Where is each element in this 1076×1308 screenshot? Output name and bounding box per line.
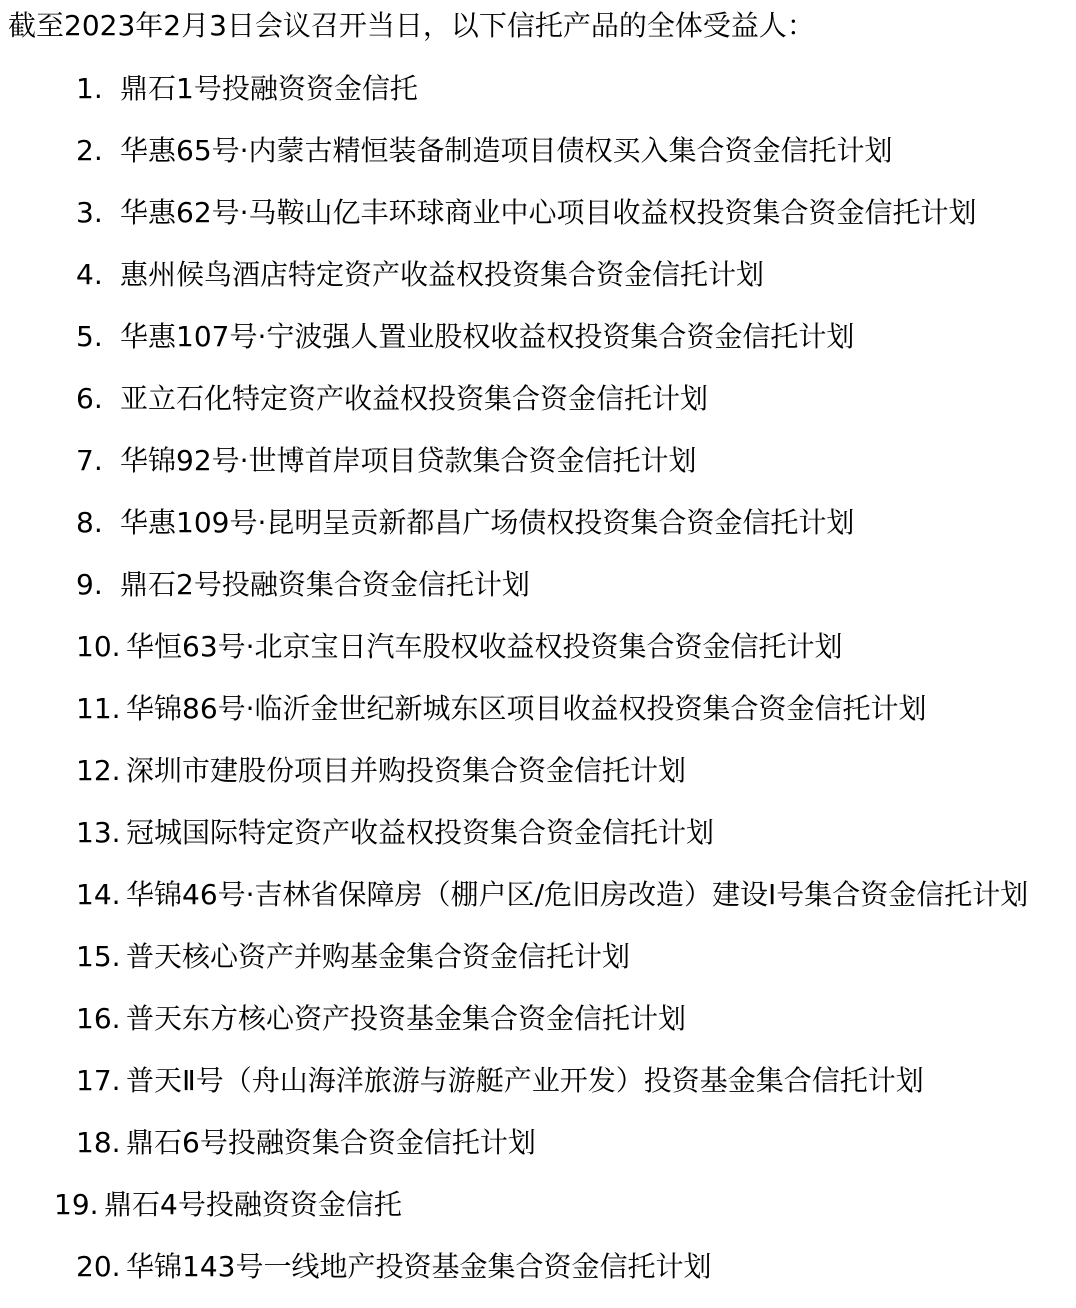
item-text: 华惠109号·昆明呈贡新都昌广场债权投资集合资金信托计划 (120, 506, 855, 539)
item-number: 15. (76, 940, 121, 973)
item-number: 4. (76, 258, 103, 291)
item-number: 18. (76, 1126, 121, 1159)
intro-paragraph: 截至2023年2月3日会议召开当日，以下信托产品的全体受益人： (8, 9, 815, 42)
item-text: 鼎石6号投融资集合资金信托计划 (126, 1126, 536, 1159)
item-text: 华恒63号·北京宝日汽车股权收益权投资集合资金信托计划 (126, 630, 843, 663)
item-text: 普天核心资产并购基金集合资金信托计划 (126, 940, 631, 973)
item-number: 8. (76, 506, 103, 539)
item-number: 17. (76, 1064, 121, 1097)
item-number: 20. (76, 1250, 121, 1283)
item-text: 华锦86号·临沂金世纪新城东区项目收益权投资集合资金信托计划 (126, 692, 927, 725)
item-number: 7. (76, 444, 103, 477)
item-number: 1. (76, 72, 103, 105)
item-text: 冠城国际特定资产收益权投资集合资金信托计划 (126, 816, 715, 849)
item-text: 鼎石4号投融资资金信托 (104, 1188, 402, 1221)
item-number: 14. (76, 878, 121, 911)
item-number: 10. (76, 630, 121, 663)
item-number: 3. (76, 196, 103, 229)
item-number: 5. (76, 320, 103, 353)
item-number: 11. (76, 692, 121, 725)
item-text: 亚立石化特定资产收益权投资集合资金信托计划 (120, 382, 709, 415)
item-number: 12. (76, 754, 121, 787)
item-text: 惠州候鸟酒店特定资产收益权投资集合资金信托计划 (120, 258, 765, 291)
item-text: 鼎石1号投融资资金信托 (120, 72, 418, 105)
item-text: 华锦46号·吉林省保障房（棚户区/危旧房改造）建设I号集合资金信托计划 (126, 878, 1029, 911)
item-text: 华惠107号·宁波强人置业股权收益权投资集合资金信托计划 (120, 320, 855, 353)
item-text: 普天Ⅱ号（舟山海洋旅游与游艇产业开发）投资基金集合信托计划 (126, 1064, 924, 1097)
item-number: 2. (76, 134, 103, 167)
item-text: 鼎石2号投融资集合资金信托计划 (120, 568, 530, 601)
item-number: 13. (76, 816, 121, 849)
item-number: 16. (76, 1002, 121, 1035)
item-number: 6. (76, 382, 103, 415)
item-text: 深圳市建股份项目并购投资集合资金信托计划 (126, 754, 687, 787)
item-text: 华惠62号·马鞍山亿丰环球商业中心项目收益权投资集合资金信托计划 (120, 196, 977, 229)
item-number: 19. (54, 1188, 99, 1221)
item-text: 华惠65号·内蒙古精恒装备制造项目债权买入集合资金信托计划 (120, 134, 893, 167)
item-text: 华锦92号·世博首岸项目贷款集合资金信托计划 (120, 444, 697, 477)
item-number: 9. (76, 568, 103, 601)
item-text: 华锦143号一线地产投资基金集合资金信托计划 (126, 1250, 712, 1283)
item-text: 普天东方核心资产投资基金集合资金信托计划 (126, 1002, 687, 1035)
